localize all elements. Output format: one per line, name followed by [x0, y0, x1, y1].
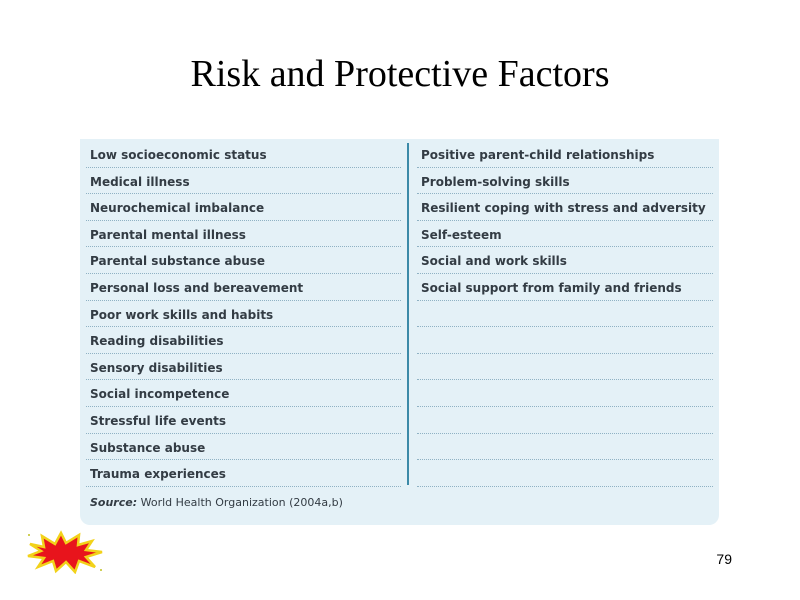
- explosion-burst-icon: [26, 530, 104, 574]
- risk-factor-row: Poor work skills and habits: [86, 301, 401, 328]
- empty-row: [417, 407, 713, 434]
- risk-factors-column: [86, 141, 401, 487]
- protective-factor-row: Resilient coping with stress and adversity: [417, 194, 713, 221]
- risk-factor-row: Reading disabilities: [86, 327, 401, 354]
- protective-factor-row: Self-esteem: [417, 221, 713, 248]
- risk-factor-row: Medical illness: [86, 168, 401, 195]
- slide-title: Risk and Protective Factors: [190, 53, 610, 95]
- protective-factor-row: Social and work skills: [417, 247, 713, 274]
- protective-factor-row: Problem-solving skills: [417, 168, 713, 195]
- page-number: 79: [716, 551, 732, 567]
- risk-factor-row: Substance abuse: [86, 434, 401, 461]
- risk-factor-row: Parental mental illness: [86, 221, 401, 248]
- empty-row: [417, 301, 713, 328]
- empty-row: [417, 327, 713, 354]
- source-text: World Health Organization (2004a,b): [140, 496, 343, 509]
- empty-row: [417, 434, 713, 461]
- source-citation: [90, 496, 343, 509]
- risk-factor-row: Sensory disabilities: [86, 354, 401, 381]
- empty-row: [417, 354, 713, 381]
- risk-factor-row: Low socioeconomic status: [86, 141, 401, 168]
- empty-row: [417, 460, 713, 487]
- risk-factor-row: Social incompetence: [86, 380, 401, 407]
- risk-factor-row: Personal loss and bereavement: [86, 274, 401, 301]
- risk-factor-row: Neurochemical imbalance: [86, 194, 401, 221]
- protective-factor-row: Social support from family and friends: [417, 274, 713, 301]
- protective-factors-column: [417, 141, 713, 487]
- burst-shape: [28, 533, 102, 572]
- risk-factor-row: Trauma experiences: [86, 460, 401, 487]
- factors-table: [80, 139, 719, 525]
- risk-factor-row: Stressful life events: [86, 407, 401, 434]
- source-label: Source:: [90, 496, 138, 509]
- risk-factor-row: Parental substance abuse: [86, 247, 401, 274]
- column-divider: [407, 143, 409, 485]
- protective-factor-row: Positive parent-child relationships: [417, 141, 713, 168]
- empty-row: [417, 380, 713, 407]
